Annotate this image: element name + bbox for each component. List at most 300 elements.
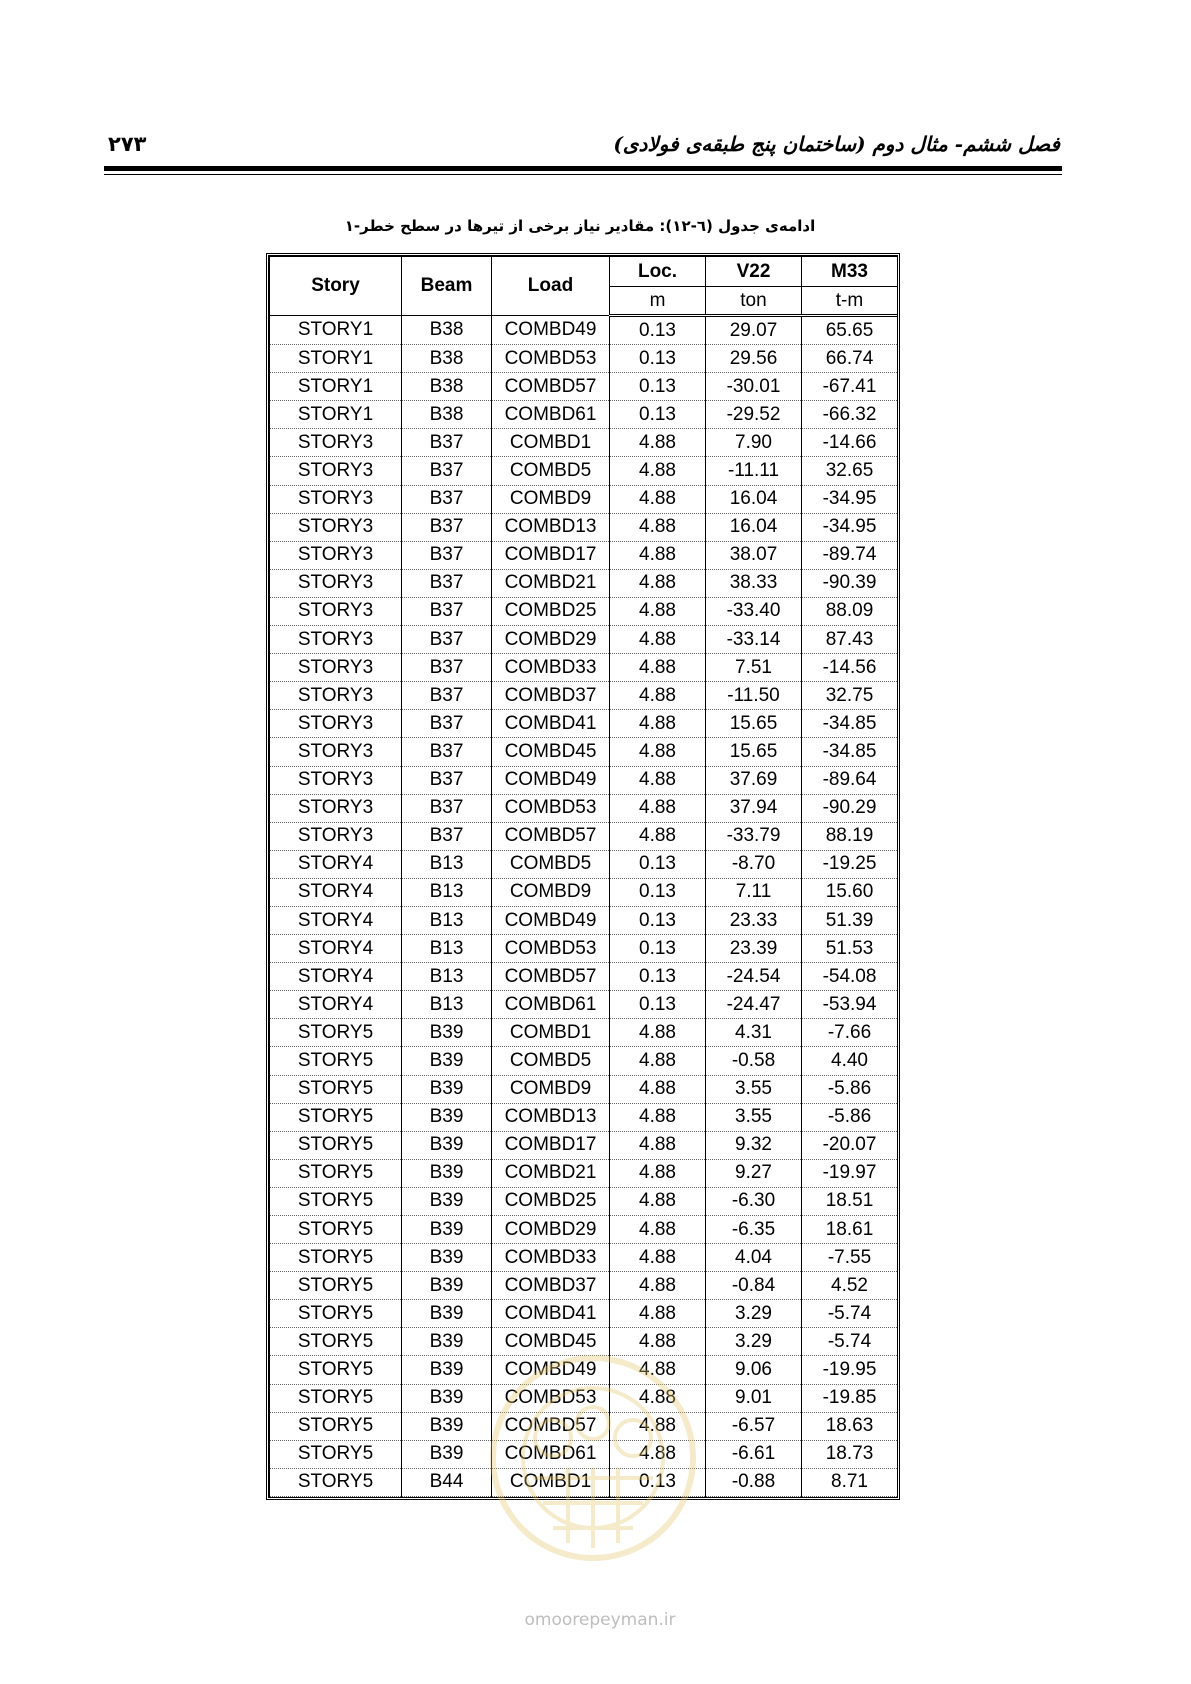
table-row xyxy=(270,485,898,513)
table-row xyxy=(270,569,898,597)
cell-loc: 4.88 xyxy=(610,513,706,541)
cell-beam: B39 xyxy=(402,1272,492,1300)
cell-beam: B37 xyxy=(402,429,492,457)
cell-load: COMBD17 xyxy=(492,541,610,569)
cell-v22: 3.29 xyxy=(706,1328,802,1356)
cell-v22: 38.07 xyxy=(706,541,802,569)
table-row xyxy=(270,794,898,822)
cell-v22: -6.35 xyxy=(706,1216,802,1244)
table-row xyxy=(270,513,898,541)
cell-m33: -5.74 xyxy=(802,1328,898,1356)
cell-beam: B37 xyxy=(402,738,492,766)
cell-load: COMBD57 xyxy=(492,963,610,991)
cell-beam: B39 xyxy=(402,1356,492,1384)
table-row xyxy=(270,457,898,485)
cell-beam: B13 xyxy=(402,878,492,906)
cell-m33: 18.73 xyxy=(802,1440,898,1468)
cell-beam: B39 xyxy=(402,1440,492,1468)
table-row xyxy=(270,626,898,654)
cell-v22: 37.94 xyxy=(706,794,802,822)
cell-v22: 23.39 xyxy=(706,935,802,963)
cell-loc: 0.13 xyxy=(610,401,706,429)
seal-watermark xyxy=(458,1328,728,1578)
unit-loc: m xyxy=(610,287,706,316)
cell-v22: -29.52 xyxy=(706,401,802,429)
cell-story: STORY3 xyxy=(270,794,402,822)
cell-beam: B39 xyxy=(402,1244,492,1272)
cell-m33: -66.32 xyxy=(802,401,898,429)
cell-load: COMBD61 xyxy=(492,401,610,429)
table-row xyxy=(270,1019,898,1047)
cell-v22: -24.47 xyxy=(706,991,802,1019)
cell-m33: -89.64 xyxy=(802,766,898,794)
cell-story: STORY5 xyxy=(270,1187,402,1215)
cell-loc: 0.13 xyxy=(610,963,706,991)
cell-beam: B37 xyxy=(402,485,492,513)
cell-load: COMBD33 xyxy=(492,1244,610,1272)
cell-loc: 4.88 xyxy=(610,710,706,738)
cell-loc: 0.13 xyxy=(610,878,706,906)
cell-m33: 51.53 xyxy=(802,935,898,963)
cell-story: STORY3 xyxy=(270,766,402,794)
table-row xyxy=(270,1075,898,1103)
cell-load: COMBD41 xyxy=(492,710,610,738)
cell-story: STORY5 xyxy=(270,1244,402,1272)
cell-loc: 4.88 xyxy=(610,1187,706,1215)
cell-load: COMBD5 xyxy=(492,850,610,878)
cell-beam: B39 xyxy=(402,1159,492,1187)
cell-m33: 65.65 xyxy=(802,316,898,345)
cell-v22: -33.79 xyxy=(706,822,802,850)
cell-story: STORY3 xyxy=(270,654,402,682)
table-row xyxy=(270,738,898,766)
cell-loc: 4.88 xyxy=(610,1075,706,1103)
cell-load: COMBD5 xyxy=(492,457,610,485)
cell-load: COMBD53 xyxy=(492,1384,610,1412)
cell-v22: 4.31 xyxy=(706,1019,802,1047)
cell-load: COMBD9 xyxy=(492,485,610,513)
cell-beam: B39 xyxy=(402,1103,492,1131)
cell-v22: -6.61 xyxy=(706,1440,802,1468)
cell-beam: B38 xyxy=(402,345,492,373)
cell-v22: 23.33 xyxy=(706,906,802,934)
cell-story: STORY1 xyxy=(270,373,402,401)
cell-v22: 15.65 xyxy=(706,738,802,766)
cell-m33: -34.95 xyxy=(802,513,898,541)
cell-m33: -19.97 xyxy=(802,1159,898,1187)
cell-load: COMBD45 xyxy=(492,738,610,766)
cell-load: COMBD13 xyxy=(492,513,610,541)
cell-loc: 4.88 xyxy=(610,1412,706,1440)
cell-v22: 9.32 xyxy=(706,1131,802,1159)
cell-loc: 4.88 xyxy=(610,541,706,569)
cell-story: STORY5 xyxy=(270,1468,402,1496)
cell-beam: B37 xyxy=(402,597,492,625)
table-row xyxy=(270,1103,898,1131)
cell-m33: 18.51 xyxy=(802,1187,898,1215)
cell-m33: 8.71 xyxy=(802,1468,898,1496)
cell-v22: -0.84 xyxy=(706,1272,802,1300)
cell-beam: B39 xyxy=(402,1131,492,1159)
cell-m33: 18.63 xyxy=(802,1412,898,1440)
cell-beam: B39 xyxy=(402,1328,492,1356)
cell-beam: B37 xyxy=(402,654,492,682)
cell-story: STORY3 xyxy=(270,597,402,625)
cell-m33: 66.74 xyxy=(802,345,898,373)
cell-m33: -34.85 xyxy=(802,738,898,766)
cell-m33: -34.95 xyxy=(802,485,898,513)
cell-loc: 4.88 xyxy=(610,569,706,597)
cell-story: STORY4 xyxy=(270,878,402,906)
cell-v22: -11.50 xyxy=(706,682,802,710)
cell-story: STORY1 xyxy=(270,316,402,345)
cell-v22: 16.04 xyxy=(706,485,802,513)
cell-v22: 4.04 xyxy=(706,1244,802,1272)
cell-load: COMBD37 xyxy=(492,682,610,710)
table-row xyxy=(270,1159,898,1187)
table-caption: ادامه‌ی جدول (٦-١٢): مقادیر نیاز برخی از تیرها در سطح خطر-۱ xyxy=(344,217,816,235)
cell-load: COMBD21 xyxy=(492,569,610,597)
cell-v22: -6.57 xyxy=(706,1412,802,1440)
unit-v22: ton xyxy=(706,287,802,316)
cell-story: STORY3 xyxy=(270,513,402,541)
cell-beam: B39 xyxy=(402,1216,492,1244)
table-row xyxy=(270,1187,898,1215)
unit-m33: t-m xyxy=(802,287,898,316)
cell-story: STORY5 xyxy=(270,1216,402,1244)
cell-m33: 15.60 xyxy=(802,878,898,906)
cell-beam: B37 xyxy=(402,541,492,569)
cell-load: COMBD57 xyxy=(492,373,610,401)
cell-story: STORY5 xyxy=(270,1356,402,1384)
cell-load: COMBD29 xyxy=(492,626,610,654)
cell-beam: B39 xyxy=(402,1384,492,1412)
cell-m33: -19.95 xyxy=(802,1356,898,1384)
cell-beam: B39 xyxy=(402,1075,492,1103)
cell-load: COMBD9 xyxy=(492,878,610,906)
cell-load: COMBD29 xyxy=(492,1216,610,1244)
cell-m33: -5.86 xyxy=(802,1075,898,1103)
cell-load: COMBD21 xyxy=(492,1159,610,1187)
cell-load: COMBD53 xyxy=(492,794,610,822)
cell-m33: 4.40 xyxy=(802,1047,898,1075)
table-row xyxy=(270,1131,898,1159)
table-row xyxy=(270,654,898,682)
cell-loc: 4.88 xyxy=(610,682,706,710)
table-row xyxy=(270,906,898,934)
table-header-row xyxy=(270,257,898,287)
cell-story: STORY5 xyxy=(270,1300,402,1328)
cell-m33: -89.74 xyxy=(802,541,898,569)
cell-load: COMBD57 xyxy=(492,822,610,850)
cell-m33: -19.25 xyxy=(802,850,898,878)
table-row xyxy=(270,345,898,373)
cell-v22: 9.06 xyxy=(706,1356,802,1384)
cell-v22: 7.11 xyxy=(706,878,802,906)
cell-beam: B37 xyxy=(402,682,492,710)
cell-beam: B13 xyxy=(402,963,492,991)
table-row xyxy=(270,1047,898,1075)
cell-v22: 29.07 xyxy=(706,316,802,345)
cell-v22: -33.14 xyxy=(706,626,802,654)
table-row xyxy=(270,429,898,457)
table-row xyxy=(270,991,898,1019)
cell-load: COMBD49 xyxy=(492,766,610,794)
cell-m33: -19.85 xyxy=(802,1384,898,1412)
cell-m33: -34.85 xyxy=(802,710,898,738)
cell-load: COMBD1 xyxy=(492,1019,610,1047)
cell-v22: -6.30 xyxy=(706,1187,802,1215)
cell-v22: 29.56 xyxy=(706,345,802,373)
table-row xyxy=(270,401,898,429)
table-row xyxy=(270,710,898,738)
cell-m33: -7.66 xyxy=(802,1019,898,1047)
cell-m33: -53.94 xyxy=(802,991,898,1019)
cell-beam: B39 xyxy=(402,1412,492,1440)
header-m33: M33 xyxy=(802,257,898,287)
cell-story: STORY3 xyxy=(270,682,402,710)
cell-story: STORY5 xyxy=(270,1103,402,1131)
cell-load: COMBD57 xyxy=(492,1412,610,1440)
cell-beam: B13 xyxy=(402,906,492,934)
cell-loc: 4.88 xyxy=(610,822,706,850)
cell-v22: 9.01 xyxy=(706,1384,802,1412)
table-row xyxy=(270,1216,898,1244)
cell-load: COMBD49 xyxy=(492,1356,610,1384)
cell-loc: 4.88 xyxy=(610,766,706,794)
cell-loc: 0.13 xyxy=(610,850,706,878)
cell-loc: 4.88 xyxy=(610,485,706,513)
cell-m33: 18.61 xyxy=(802,1216,898,1244)
cell-loc: 4.88 xyxy=(610,1047,706,1075)
table-row xyxy=(270,963,898,991)
cell-beam: B13 xyxy=(402,850,492,878)
cell-m33: -5.86 xyxy=(802,1103,898,1131)
cell-load: COMBD33 xyxy=(492,654,610,682)
table-row xyxy=(270,373,898,401)
cell-v22: 37.69 xyxy=(706,766,802,794)
cell-load: COMBD49 xyxy=(492,316,610,345)
cell-v22: 3.29 xyxy=(706,1300,802,1328)
cell-v22: -8.70 xyxy=(706,850,802,878)
table-row xyxy=(270,316,898,345)
cell-v22: 16.04 xyxy=(706,513,802,541)
header-v22: V22 xyxy=(706,257,802,287)
cell-loc: 4.88 xyxy=(610,429,706,457)
cell-beam: B13 xyxy=(402,935,492,963)
cell-story: STORY5 xyxy=(270,1272,402,1300)
beam-demand-table xyxy=(266,253,900,1500)
cell-load: COMBD5 xyxy=(492,1047,610,1075)
cell-story: STORY3 xyxy=(270,569,402,597)
cell-loc: 4.88 xyxy=(610,1356,706,1384)
cell-beam: B37 xyxy=(402,569,492,597)
cell-story: STORY5 xyxy=(270,1131,402,1159)
table-row xyxy=(270,822,898,850)
header-story: Story xyxy=(270,257,402,316)
cell-story: STORY3 xyxy=(270,626,402,654)
cell-story: STORY3 xyxy=(270,822,402,850)
cell-story: STORY3 xyxy=(270,485,402,513)
cell-loc: 4.88 xyxy=(610,1244,706,1272)
cell-load: COMBD17 xyxy=(492,1131,610,1159)
cell-m33: -7.55 xyxy=(802,1244,898,1272)
cell-loc: 0.13 xyxy=(610,991,706,1019)
header-rule xyxy=(104,166,1062,171)
cell-load: COMBD41 xyxy=(492,1300,610,1328)
cell-m33: 88.09 xyxy=(802,597,898,625)
cell-story: STORY5 xyxy=(270,1384,402,1412)
cell-v22: 7.51 xyxy=(706,654,802,682)
cell-loc: 4.88 xyxy=(610,1131,706,1159)
cell-beam: B37 xyxy=(402,710,492,738)
cell-m33: -67.41 xyxy=(802,373,898,401)
cell-story: STORY3 xyxy=(270,738,402,766)
cell-story: STORY5 xyxy=(270,1328,402,1356)
cell-loc: 4.88 xyxy=(610,1216,706,1244)
cell-v22: -30.01 xyxy=(706,373,802,401)
cell-beam: B37 xyxy=(402,626,492,654)
table-row xyxy=(270,1244,898,1272)
cell-loc: 4.88 xyxy=(610,654,706,682)
cell-story: STORY5 xyxy=(270,1075,402,1103)
cell-story: STORY4 xyxy=(270,850,402,878)
cell-story: STORY3 xyxy=(270,429,402,457)
cell-loc: 4.88 xyxy=(610,1272,706,1300)
cell-beam: B37 xyxy=(402,513,492,541)
cell-load: COMBD1 xyxy=(492,1468,610,1496)
cell-beam: B37 xyxy=(402,794,492,822)
cell-loc: 4.88 xyxy=(610,738,706,766)
cell-v22: -24.54 xyxy=(706,963,802,991)
cell-loc: 4.88 xyxy=(610,1384,706,1412)
cell-load: COMBD37 xyxy=(492,1272,610,1300)
cell-story: STORY3 xyxy=(270,457,402,485)
cell-beam: B38 xyxy=(402,373,492,401)
cell-v22: -0.88 xyxy=(706,1468,802,1496)
cell-m33: 88.19 xyxy=(802,822,898,850)
cell-m33: -90.39 xyxy=(802,569,898,597)
cell-load: COMBD25 xyxy=(492,1187,610,1215)
cell-beam: B39 xyxy=(402,1019,492,1047)
cell-m33: -14.56 xyxy=(802,654,898,682)
cell-beam: B38 xyxy=(402,401,492,429)
table-row xyxy=(270,766,898,794)
cell-story: STORY5 xyxy=(270,1159,402,1187)
cell-story: STORY4 xyxy=(270,991,402,1019)
cell-m33: 51.39 xyxy=(802,906,898,934)
cell-v22: 3.55 xyxy=(706,1103,802,1131)
cell-beam: B38 xyxy=(402,316,492,345)
cell-load: COMBD61 xyxy=(492,991,610,1019)
cell-story: STORY4 xyxy=(270,963,402,991)
cell-v22: 38.33 xyxy=(706,569,802,597)
cell-story: STORY1 xyxy=(270,401,402,429)
cell-beam: B37 xyxy=(402,766,492,794)
cell-m33: -90.29 xyxy=(802,794,898,822)
table-row xyxy=(270,1272,898,1300)
cell-story: STORY5 xyxy=(270,1412,402,1440)
cell-beam: B37 xyxy=(402,457,492,485)
header-load: Load xyxy=(492,257,610,316)
cell-loc: 4.88 xyxy=(610,1019,706,1047)
page-number: ۲۷۳ xyxy=(108,132,147,156)
table-row xyxy=(270,850,898,878)
table-row xyxy=(270,682,898,710)
cell-m33: 4.52 xyxy=(802,1272,898,1300)
table-row xyxy=(270,597,898,625)
cell-load: COMBD25 xyxy=(492,597,610,625)
cell-v22: -33.40 xyxy=(706,597,802,625)
cell-beam: B39 xyxy=(402,1047,492,1075)
cell-m33: 87.43 xyxy=(802,626,898,654)
cell-beam: B37 xyxy=(402,822,492,850)
cell-load: COMBD13 xyxy=(492,1103,610,1131)
cell-loc: 4.88 xyxy=(610,457,706,485)
header-rule-thin xyxy=(104,174,1062,175)
cell-v22: 7.90 xyxy=(706,429,802,457)
cell-v22: 3.55 xyxy=(706,1075,802,1103)
cell-story: STORY3 xyxy=(270,710,402,738)
cell-load: COMBD45 xyxy=(492,1328,610,1356)
cell-m33: -20.07 xyxy=(802,1131,898,1159)
header-beam: Beam xyxy=(402,257,492,316)
cell-loc: 4.88 xyxy=(610,794,706,822)
table-row xyxy=(270,541,898,569)
cell-story: STORY4 xyxy=(270,906,402,934)
table-row xyxy=(270,935,898,963)
cell-load: COMBD53 xyxy=(492,935,610,963)
cell-m33: 32.75 xyxy=(802,682,898,710)
cell-story: STORY5 xyxy=(270,1019,402,1047)
table-body xyxy=(270,316,898,1497)
cell-story: STORY3 xyxy=(270,541,402,569)
cell-loc: 4.88 xyxy=(610,626,706,654)
cell-loc: 0.13 xyxy=(610,373,706,401)
cell-story: STORY5 xyxy=(270,1440,402,1468)
cell-v22: 15.65 xyxy=(706,710,802,738)
cell-v22: -11.11 xyxy=(706,457,802,485)
cell-loc: 4.88 xyxy=(610,597,706,625)
cell-loc: 0.13 xyxy=(610,906,706,934)
cell-m33: -54.08 xyxy=(802,963,898,991)
cell-beam: B39 xyxy=(402,1300,492,1328)
cell-loc: 4.88 xyxy=(610,1440,706,1468)
cell-story: STORY5 xyxy=(270,1047,402,1075)
cell-v22: -0.58 xyxy=(706,1047,802,1075)
cell-loc: 0.13 xyxy=(610,345,706,373)
cell-load: COMBD1 xyxy=(492,429,610,457)
cell-load: COMBD61 xyxy=(492,1440,610,1468)
table-row xyxy=(270,878,898,906)
cell-loc: 4.88 xyxy=(610,1103,706,1131)
header-loc: Loc. xyxy=(610,257,706,287)
cell-loc: 4.88 xyxy=(610,1159,706,1187)
cell-beam: B44 xyxy=(402,1468,492,1496)
cell-loc: 0.13 xyxy=(610,316,706,345)
cell-load: COMBD53 xyxy=(492,345,610,373)
cell-beam: B39 xyxy=(402,1187,492,1215)
cell-load: COMBD9 xyxy=(492,1075,610,1103)
cell-loc: 0.13 xyxy=(610,1468,706,1496)
table-row xyxy=(270,1300,898,1328)
cell-v22: 9.27 xyxy=(706,1159,802,1187)
cell-loc: 4.88 xyxy=(610,1300,706,1328)
cell-loc: 0.13 xyxy=(610,935,706,963)
cell-m33: 32.65 xyxy=(802,457,898,485)
cell-beam: B13 xyxy=(402,991,492,1019)
cell-m33: -14.66 xyxy=(802,429,898,457)
